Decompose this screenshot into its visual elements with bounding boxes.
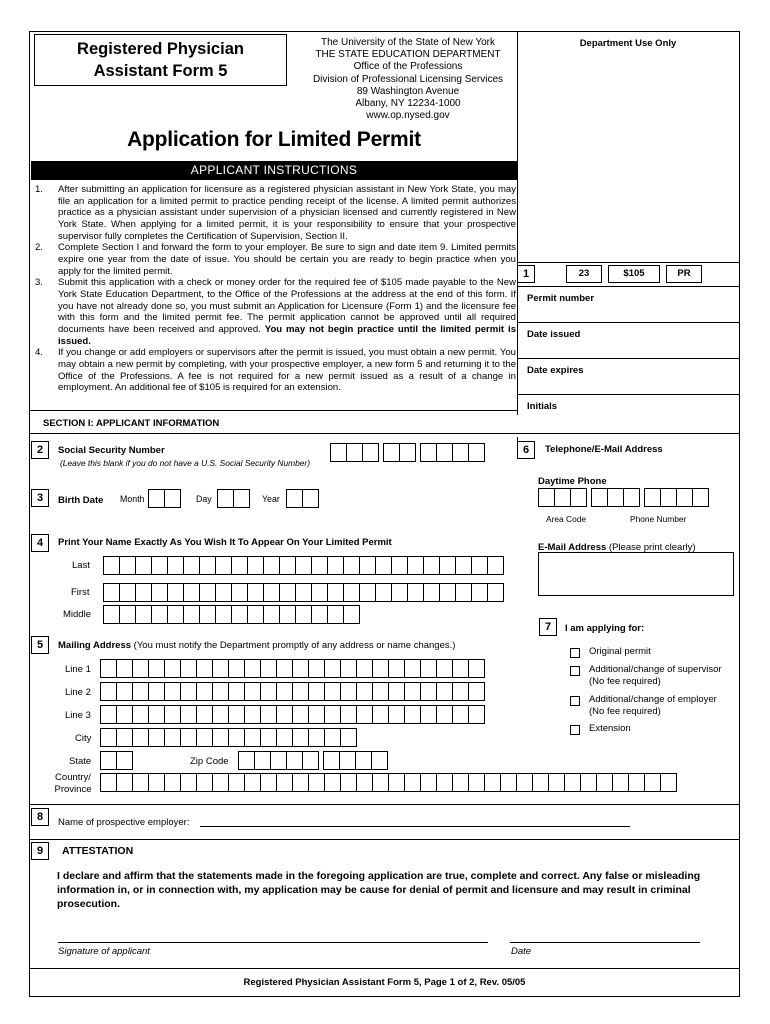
employer-label: Name of prospective employer: (58, 817, 190, 828)
ssn-note: (Leave this blank if you do not have a U.S. Social Security Number) (60, 458, 310, 468)
divider (29, 839, 740, 840)
instruction-item (31, 242, 516, 277)
date-input[interactable] (510, 942, 700, 943)
agency-line: 89 Washington Avenue (356, 85, 460, 97)
area-code-label: Area Code (546, 514, 587, 524)
item-2-number: 2 (31, 441, 49, 459)
extension-checkbox[interactable] (570, 725, 580, 735)
divider (29, 433, 740, 434)
agency-line: The University of the State of New York (321, 37, 495, 48)
birth-year-input[interactable] (286, 489, 318, 508)
email-note: (Please print clearly) (608, 542, 696, 553)
application-title: Application for Limited Permit (127, 128, 421, 151)
birth-day-input[interactable] (217, 489, 249, 508)
employer-input[interactable] (200, 826, 630, 827)
city-input[interactable] (100, 728, 356, 747)
applying-for-label: I am applying for: (565, 623, 645, 634)
last-name-label: Last (72, 560, 90, 571)
birth-date-label: Birth Date (58, 495, 104, 506)
option-label: Extension (589, 723, 631, 734)
last-name-input[interactable] (103, 556, 503, 575)
address-line2-label: Line 2 (65, 687, 91, 698)
item-5-number: 5 (31, 636, 49, 654)
instruction-text: Submit this application with a check or money order for the required fee of $105 made payable to the New York State Education Department, to the Office of the Professions at the address at the end of this form. If you have not already done so, you must submit an Application for Licensure (Form 1) and the licensure fee with this form and the limited permit fee. The permit application cannot be approved until all required documents have been received and approved. (58, 277, 516, 335)
email-label: E-Mail Address (538, 542, 607, 553)
date-issued-label: Date issued (527, 329, 581, 340)
month-label: Month (120, 494, 145, 504)
mailing-address-row (58, 640, 455, 651)
instruction-text: After submitting an application for licensure as a registered physician assistant in New York State, you may file an application for a limited permit to practice pending receipt of the license. A limited permit authorizes practice as a physician assistant under supervision of a physician licensed and currently registered in New York State. When applying for a limited permit, it is your responsibility to ensure that your prospective supervisor fully completes the Certification of Supervision, Section II. (58, 184, 516, 242)
address-line2-input[interactable] (100, 682, 484, 701)
address-line3-label: Line 3 (65, 710, 91, 721)
date-label: Date (511, 946, 532, 957)
divider (29, 410, 517, 411)
form-title-line1: Registered Physician (77, 40, 244, 58)
form-title-line2: Assistant Form 5 (93, 62, 228, 80)
middle-name-input[interactable] (103, 605, 359, 624)
section-1-heading: SECTION I: APPLICANT INFORMATION (43, 418, 220, 429)
dept-fee-box: $105 (608, 265, 660, 283)
option-note: (No fee required) (589, 676, 661, 687)
divider (517, 286, 740, 287)
city-label: City (75, 733, 92, 744)
telephone-email-label: Telephone/E-Mail Address (545, 444, 663, 455)
agency-line: Albany, NY 12234-1000 (355, 98, 461, 110)
change-supervisor-checkbox[interactable] (570, 666, 580, 676)
agency-website[interactable]: www.op.nysed.gov (366, 110, 450, 122)
form-title (34, 34, 287, 86)
item-9-number: 9 (31, 842, 49, 860)
option-label: Additional/change of supervisor (589, 664, 722, 675)
agency-line: THE STATE EDUCATION DEPARTMENT (315, 49, 501, 61)
divider (517, 322, 740, 323)
zip-code-label: Zip Code (190, 756, 229, 767)
instruction-number: 3. (35, 277, 43, 289)
instruction-warning: You may not begin practice until the limited permit is issued. (58, 323, 517, 347)
item-6-number: 6 (517, 441, 535, 459)
country-label (53, 772, 93, 796)
instruction-number: 2. (35, 242, 43, 254)
instruction-text: If you change or add employers or supervisors after the permit is issued, you must obtain a new permit. You may obtain a new permit by completing, with your prospective employer, a new form 5 and returning it to the Office of the Professions. A fee is not required for a new permit issued as a result of a change in employment. An additional fee of $105 is required for an extension. (58, 347, 516, 394)
option-note: (No fee required) (589, 706, 661, 717)
day-label: Day (196, 494, 212, 504)
address-line1-label: Line 1 (65, 664, 91, 675)
dept-code-box: 23 (566, 265, 602, 283)
instruction-number: 4. (35, 347, 43, 359)
year-label: Year (262, 494, 280, 504)
country-input[interactable] (100, 773, 676, 792)
item-8-number: 8 (31, 808, 49, 826)
agency-line: Division of Professional Licensing Services (312, 73, 504, 85)
mailing-address-note: (You must notify the Department promptly of any address or name changes.) (133, 640, 456, 651)
item-4-number: 4 (31, 534, 49, 552)
instructions-heading: APPLICANT INSTRUCTIONS (31, 161, 517, 180)
instructions-list (31, 184, 516, 394)
permit-number-label: Permit number (527, 293, 595, 304)
option-label: Additional/change of employer (589, 694, 717, 705)
agency-line: Office of the Professions (353, 61, 463, 73)
ssn-label: Social Security Number (58, 445, 165, 456)
name-label: Print Your Name Exactly As You Wish It To Appear On Your Limited Permit (58, 537, 392, 548)
divider (517, 394, 740, 395)
item-7-number: 7 (539, 618, 557, 636)
instruction-item (31, 347, 516, 394)
instruction-number: 1. (35, 184, 43, 195)
first-name-input[interactable] (103, 583, 503, 602)
divider (29, 968, 740, 969)
agency-address (290, 37, 526, 122)
instruction-text: Complete Section I and forward the form to your employer. Be sure to sign and date item 9. Limited permits expire one year from the date of issue. You should be certain you are ready to begin practice when you apply for the limited permit. (58, 242, 516, 277)
signature-label: Signature of applicant (58, 946, 150, 957)
original-permit-checkbox[interactable] (570, 648, 580, 658)
phone-number-label: Phone Number (630, 514, 687, 524)
attestation-text: I declare and affirm that the statements made in the foregoing application are true, complete and correct. Any false or misleading information in, or in connection with, my application may be cause for denial of permit and licensure and may result in criminal prosecution. (57, 870, 701, 910)
department-use-heading: Department Use Only (579, 38, 677, 49)
divider (517, 262, 740, 263)
address-line1-input[interactable] (100, 659, 484, 678)
item-1-number: 1 (517, 265, 535, 283)
state-label: State (69, 756, 92, 767)
daytime-phone-label: Daytime Phone (538, 476, 607, 487)
mailing-address-label: Mailing Address (58, 640, 132, 651)
country-label-line1: Country/ (55, 772, 91, 783)
date-expires-label: Date expires (527, 365, 584, 376)
option-label: Original permit (589, 646, 651, 657)
initials-label: Initials (527, 401, 558, 412)
page-footer: Registered Physician Assistant Form 5, Page 1 of 2, Rev. 05/05 (243, 977, 526, 988)
attestation-heading: ATTESTATION (62, 845, 134, 857)
state-input[interactable] (100, 751, 132, 770)
instruction-item (31, 184, 516, 242)
birth-month-input[interactable] (148, 489, 180, 508)
divider (517, 358, 740, 359)
ssn-input[interactable] (330, 443, 484, 462)
address-line3-input[interactable] (100, 705, 484, 724)
signature-input[interactable] (58, 942, 488, 943)
email-input[interactable] (538, 552, 734, 596)
change-employer-checkbox[interactable] (570, 696, 580, 706)
middle-name-label: Middle (63, 609, 91, 620)
divider (29, 804, 740, 805)
instruction-item (31, 277, 516, 347)
first-name-label: First (71, 587, 90, 598)
daytime-phone-input[interactable] (538, 488, 708, 507)
dept-type-box: PR (666, 265, 702, 283)
zip-code-input[interactable] (238, 751, 387, 770)
country-label-line2: Province (54, 784, 92, 795)
item-3-number: 3 (31, 489, 49, 507)
